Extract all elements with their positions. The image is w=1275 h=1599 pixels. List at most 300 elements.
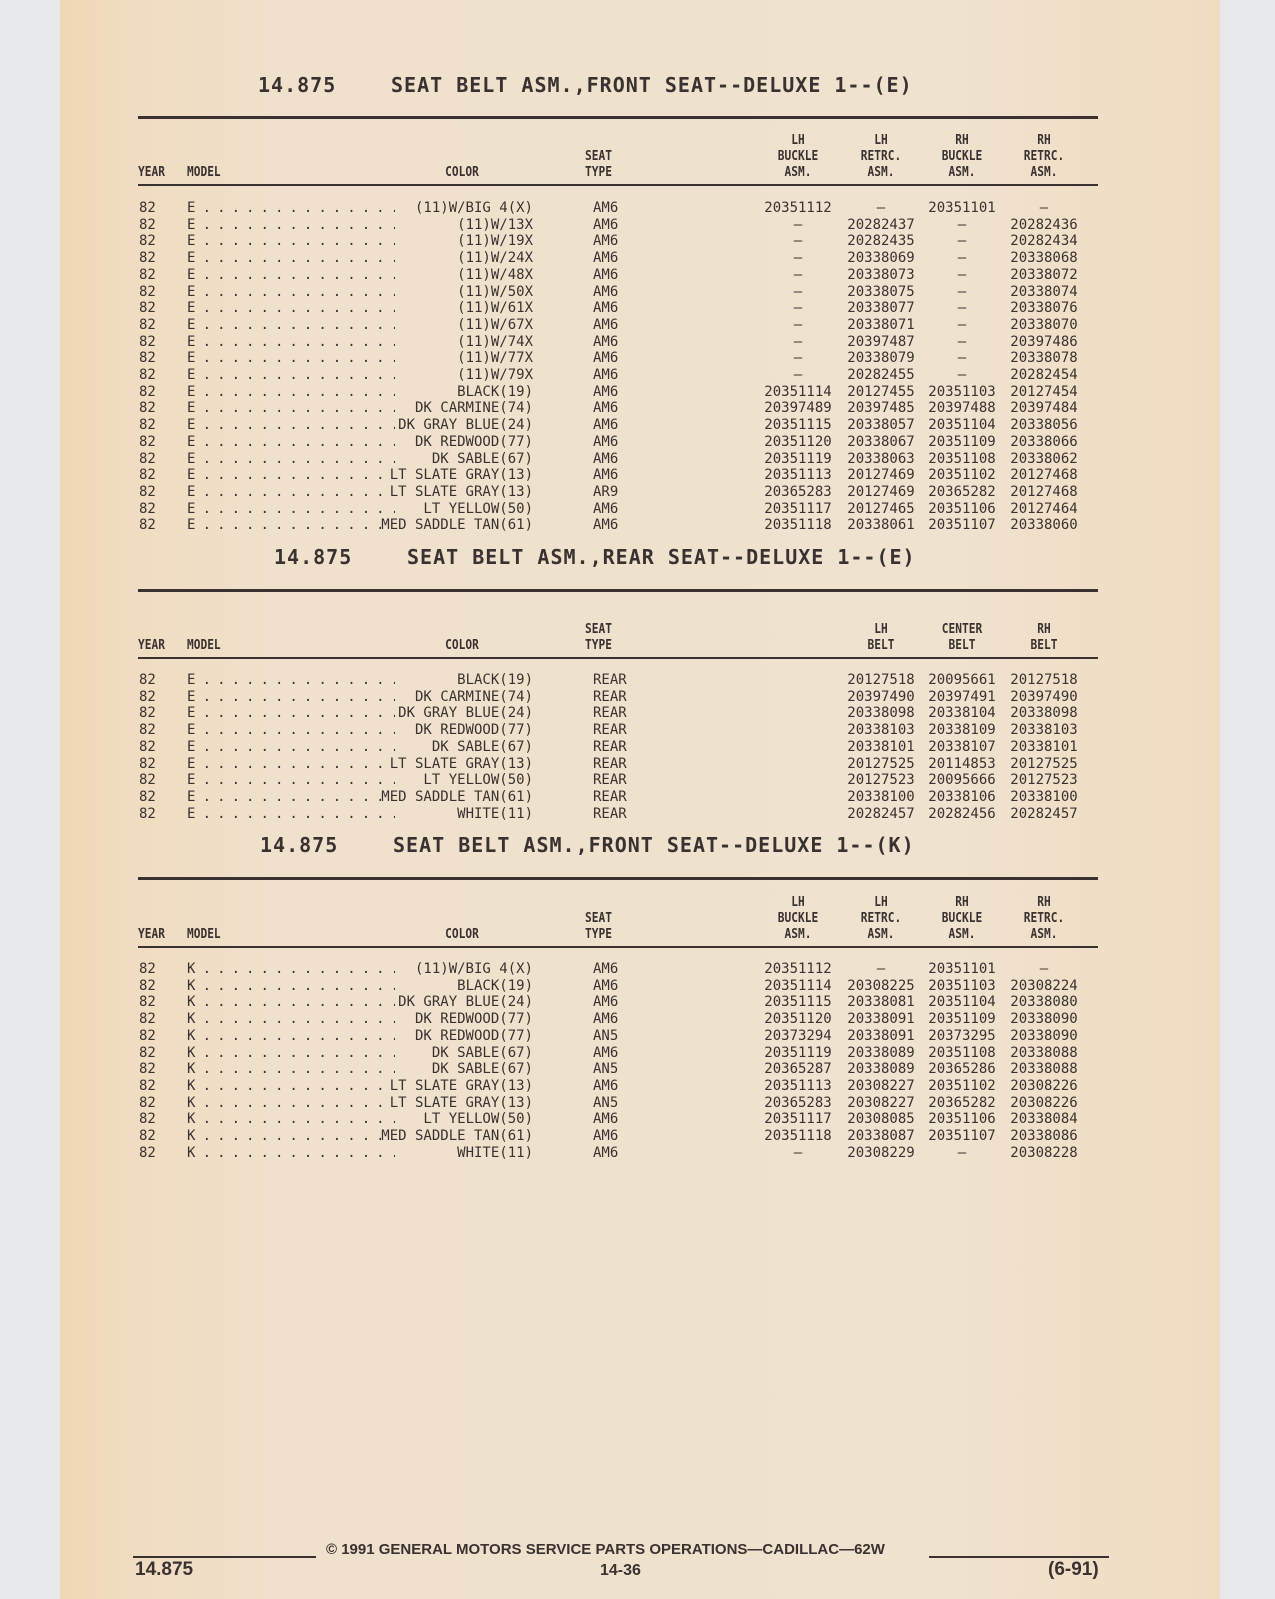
cell-color: DK GRAY BLUE(24): [398, 705, 533, 722]
cell-part-4: 20338062: [1010, 450, 1078, 467]
section-title: SEAT BELT ASM.,REAR SEAT--DELUXE 1--(E): [407, 545, 916, 569]
column-header-year: YEAR: [138, 927, 165, 942]
cell-model-code: E . . .: [187, 367, 395, 383]
cell-part-1: –: [793, 233, 803, 250]
cell-part-1: 20351114: [764, 977, 832, 994]
cell-part-4: 20127454: [1010, 383, 1078, 400]
cell-part-4: 20282454: [1010, 367, 1078, 383]
cell-part-2: 20338069: [847, 250, 915, 267]
cell-part-2: 20338079: [847, 350, 915, 367]
table-row: [0, 467, 1275, 483]
cell-part-4: 20338100: [1010, 788, 1078, 805]
column-header-n1: LH BUCKLE ASM.: [777, 895, 819, 942]
section-title: SEAT BELT ASM.,FRONT SEAT--DELUXE 1--(K): [393, 833, 915, 857]
column-header-n4: RH RETRC. ASM.: [1023, 895, 1065, 942]
cell-part-3: 20351106: [928, 500, 996, 517]
cell-part-3: 20114853: [928, 755, 996, 772]
cell-seat-type: AM6: [593, 467, 619, 484]
cell-color: DK SABLE(67): [431, 1061, 533, 1078]
cell-color: DK REDWOOD(77): [414, 1027, 533, 1044]
table-row: [0, 1028, 1275, 1044]
cell-seat-type: AM6: [593, 994, 619, 1011]
cell-seat-type: AM6: [593, 1011, 619, 1028]
section-top-rule: [138, 877, 1098, 880]
cell-part-3: 20338109: [928, 722, 996, 739]
cell-year: 82: [139, 772, 156, 789]
cell-seat-type: AM6: [593, 200, 619, 216]
cell-part-4: 20338101: [1010, 738, 1078, 755]
cell-seat-type: REAR: [593, 805, 627, 822]
table-row: [0, 739, 1275, 755]
section-heading: [274, 545, 916, 569]
section-number: 14.875: [260, 833, 339, 857]
cell-seat-type: AM6: [593, 517, 619, 534]
cell-part-2: 20308225: [847, 977, 915, 994]
cell-part-3: 20338104: [928, 705, 996, 722]
cell-model-code: E . . .: [187, 284, 395, 300]
header-bottom-rule: [138, 946, 1098, 948]
cell-seat-type: REAR: [593, 755, 627, 772]
cell-part-1: 20397489: [764, 400, 832, 417]
cell-color: LT YELLOW(50): [423, 1111, 533, 1128]
cell-part-1: –: [793, 350, 803, 367]
section-number: 14.875: [274, 545, 353, 569]
cell-year: 82: [139, 300, 156, 317]
cell-part-4: 20397486: [1010, 333, 1078, 350]
cell-part-1: 20351118: [764, 1128, 832, 1144]
cell-model-code: E . . .: [187, 789, 395, 805]
cell-year: 82: [139, 450, 156, 467]
cell-model-code: E . . .: [187, 417, 395, 433]
cell-model-code: K . . .: [187, 1061, 395, 1077]
cell-model-code: K . . .: [187, 994, 395, 1010]
cell-year: 82: [139, 517, 156, 534]
cell-part-1: –: [793, 250, 803, 267]
cell-part-3: –: [957, 283, 967, 300]
footer-page-number: 14-36: [600, 1562, 641, 1579]
cell-model-code: E . . .: [187, 267, 395, 283]
cell-part-1: 20373294: [764, 1027, 832, 1044]
cell-model-code: E . . .: [187, 467, 395, 483]
cell-model-code: E . . .: [187, 772, 395, 788]
cell-color: DK REDWOOD(77): [414, 722, 533, 739]
cell-part-3: 20338106: [928, 788, 996, 805]
cell-part-3: 20365282: [928, 1094, 996, 1111]
cell-part-4: 20338056: [1010, 417, 1078, 434]
cell-part-1: 20351117: [764, 1111, 832, 1128]
cell-color: MED SADDLE TAN(61): [381, 788, 533, 805]
cell-part-4: 20308224: [1010, 977, 1078, 994]
cell-seat-type: REAR: [593, 772, 627, 789]
cell-part-2: 20338101: [847, 738, 915, 755]
cell-part-4: –: [1039, 200, 1049, 216]
cell-part-2: 20397487: [847, 333, 915, 350]
cell-part-2: 20338077: [847, 300, 915, 317]
cell-part-3: –: [957, 216, 967, 233]
cell-part-1: –: [793, 316, 803, 333]
cell-part-3: 20351108: [928, 450, 996, 467]
cell-part-2: 20338098: [847, 705, 915, 722]
cell-model-code: K . . .: [187, 961, 395, 977]
table-row: [0, 1045, 1275, 1061]
cell-year: 82: [139, 433, 156, 450]
cell-model-code: E . . .: [187, 317, 395, 333]
cell-year: 82: [139, 738, 156, 755]
cell-color: MED SADDLE TAN(61): [381, 1128, 533, 1144]
column-header-n2: LH RETRC. ASM.: [860, 133, 902, 180]
cell-year: 82: [139, 1027, 156, 1044]
cell-color: DK CARMINE(74): [414, 688, 533, 705]
cell-part-2: 20308085: [847, 1111, 915, 1128]
cell-seat-type: AM6: [593, 266, 619, 283]
cell-part-3: 20351109: [928, 1011, 996, 1028]
cell-color: LT SLATE GRAY(13): [389, 1094, 533, 1111]
cell-seat-type: AM6: [593, 1144, 619, 1161]
section-number: 14.875: [258, 73, 337, 97]
cell-part-4: 20338088: [1010, 1044, 1078, 1061]
table-row: [0, 317, 1275, 333]
cell-year: 82: [139, 483, 156, 500]
cell-year: 82: [139, 788, 156, 805]
cell-year: 82: [139, 1044, 156, 1061]
cell-year: 82: [139, 417, 156, 434]
cell-model-code: E . . .: [187, 806, 395, 822]
cell-part-2: 20397490: [847, 688, 915, 705]
cell-year: 82: [139, 1094, 156, 1111]
cell-seat-type: AM6: [593, 383, 619, 400]
cell-model-code: K . . .: [187, 1111, 395, 1127]
cell-part-1: 20351117: [764, 500, 832, 517]
cell-part-1: –: [793, 300, 803, 317]
cell-color: (11)W/BIG 4(X): [414, 961, 533, 977]
cell-part-3: 20351109: [928, 433, 996, 450]
cell-part-2: –: [876, 200, 886, 216]
table-row: [0, 517, 1275, 533]
cell-year: 82: [139, 1128, 156, 1144]
cell-model-code: K . . .: [187, 1095, 395, 1111]
cell-color: DK SABLE(67): [431, 1044, 533, 1061]
cell-part-3: 20351103: [928, 383, 996, 400]
cell-part-3: 20338107: [928, 738, 996, 755]
cell-color: LT YELLOW(50): [423, 500, 533, 517]
table-row: [0, 705, 1275, 721]
cell-part-1: 20351120: [764, 1011, 832, 1028]
cell-seat-type: AM6: [593, 350, 619, 367]
cell-color: DK REDWOOD(77): [414, 433, 533, 450]
cell-color: (11)W/48X: [457, 266, 533, 283]
cell-seat-type: AM6: [593, 1044, 619, 1061]
cell-part-3: 20373295: [928, 1027, 996, 1044]
cell-part-2: 20338075: [847, 283, 915, 300]
cell-year: 82: [139, 1011, 156, 1028]
column-header-model: MODEL: [187, 165, 221, 180]
header-bottom-rule: [138, 657, 1098, 659]
cell-part-2: 20338061: [847, 517, 915, 534]
cell-seat-type: REAR: [593, 705, 627, 722]
cell-color: LT SLATE GRAY(13): [389, 755, 533, 772]
cell-part-4: 20338068: [1010, 250, 1078, 267]
cell-color: (11)W/61X: [457, 300, 533, 317]
cell-part-4: 20338074: [1010, 283, 1078, 300]
cell-part-2: 20338057: [847, 417, 915, 434]
table-row: [0, 200, 1275, 216]
header-bottom-rule: [138, 184, 1098, 186]
cell-part-3: –: [957, 250, 967, 267]
table-row: [0, 722, 1275, 738]
cell-part-2: 20308227: [847, 1094, 915, 1111]
column-header-type: SEAT TYPE: [585, 622, 612, 653]
footer-date: (6-91): [1048, 1559, 1099, 1580]
cell-seat-type: REAR: [593, 788, 627, 805]
cell-color: (11)W/67X: [457, 316, 533, 333]
cell-year: 82: [139, 977, 156, 994]
cell-part-3: 20365286: [928, 1061, 996, 1078]
footer-section-number: 14.875: [135, 1559, 194, 1580]
cell-part-2: 20338087: [847, 1128, 915, 1144]
cell-seat-type: AM6: [593, 300, 619, 317]
cell-part-2: 20127469: [847, 483, 915, 500]
cell-part-1: 20351119: [764, 450, 832, 467]
cell-part-4: 20127525: [1010, 755, 1078, 772]
table-row: [0, 400, 1275, 416]
footer-rule-left: [133, 1556, 316, 1558]
cell-model-code: E . . .: [187, 233, 395, 249]
cell-model-code: K . . .: [187, 1011, 395, 1027]
cell-part-4: 20338088: [1010, 1061, 1078, 1078]
cell-part-3: 20095666: [928, 772, 996, 789]
cell-part-3: –: [957, 233, 967, 250]
cell-part-4: 20308226: [1010, 1077, 1078, 1094]
cell-model-code: K . . .: [187, 1128, 395, 1144]
cell-color: (11)W/50X: [457, 283, 533, 300]
cell-part-3: 20397488: [928, 400, 996, 417]
cell-part-2: 20127469: [847, 467, 915, 484]
cell-part-2: 20338100: [847, 788, 915, 805]
cell-part-3: 20351104: [928, 417, 996, 434]
column-header-year: YEAR: [138, 165, 165, 180]
cell-color: WHITE(11): [457, 805, 533, 822]
cell-part-2: 20338073: [847, 266, 915, 283]
cell-model-code: E . . .: [187, 705, 395, 721]
cell-seat-type: AM6: [593, 500, 619, 517]
table-row: [0, 961, 1275, 977]
cell-part-2: 20338067: [847, 433, 915, 450]
cell-model-code: E . . .: [187, 517, 395, 533]
cell-part-1: –: [793, 216, 803, 233]
cell-model-code: E . . .: [187, 434, 395, 450]
cell-year: 82: [139, 467, 156, 484]
cell-part-4: 20282434: [1010, 233, 1078, 250]
table-row: [0, 1111, 1275, 1127]
cell-part-4: 20338090: [1010, 1011, 1078, 1028]
cell-part-4: 20127464: [1010, 500, 1078, 517]
cell-seat-type: AM6: [593, 216, 619, 233]
cell-seat-type: AM6: [593, 450, 619, 467]
cell-seat-type: AM6: [593, 977, 619, 994]
cell-part-3: 20351101: [928, 200, 996, 216]
cell-model-code: E . . .: [187, 384, 395, 400]
cell-part-1: 20351115: [764, 417, 832, 434]
cell-model-code: K . . .: [187, 1078, 395, 1094]
cell-color: (11)W/77X: [457, 350, 533, 367]
cell-part-3: 20351103: [928, 977, 996, 994]
cell-seat-type: AN5: [593, 1094, 619, 1111]
cell-year: 82: [139, 383, 156, 400]
section-title: SEAT BELT ASM.,FRONT SEAT--DELUXE 1--(E): [391, 73, 913, 97]
cell-color: (11)W/74X: [457, 333, 533, 350]
cell-part-4: 20338090: [1010, 1027, 1078, 1044]
cell-model-code: E . . .: [187, 400, 395, 416]
cell-model-code: E . . .: [187, 484, 395, 500]
cell-part-2: 20127525: [847, 755, 915, 772]
cell-color: (11)W/13X: [457, 216, 533, 233]
cell-part-4: 20127468: [1010, 483, 1078, 500]
cell-seat-type: AM6: [593, 433, 619, 450]
cell-part-1: 20351118: [764, 517, 832, 534]
cell-part-2: 20282457: [847, 805, 915, 822]
cell-seat-type: AN5: [593, 1061, 619, 1078]
cell-year: 82: [139, 350, 156, 367]
cell-part-3: 20351102: [928, 1077, 996, 1094]
column-header-color: COLOR: [445, 638, 479, 653]
column-header-n4: RH BELT: [1030, 622, 1058, 653]
cell-part-4: 20397484: [1010, 400, 1078, 417]
table-row: [0, 994, 1275, 1010]
cell-part-2: 20338089: [847, 1061, 915, 1078]
cell-color: DK REDWOOD(77): [414, 1011, 533, 1028]
cell-year: 82: [139, 200, 156, 216]
footer-copyright: © 1991 GENERAL MOTORS SERVICE PARTS OPERATIONS—CADILLAC—62W: [326, 1541, 885, 1558]
table-row: [0, 501, 1275, 517]
cell-part-4: 20127523: [1010, 772, 1078, 789]
cell-part-3: –: [957, 266, 967, 283]
cell-part-2: 20397485: [847, 400, 915, 417]
table-row: [0, 384, 1275, 400]
cell-part-4: 20338066: [1010, 433, 1078, 450]
cell-part-4: 20338086: [1010, 1128, 1078, 1144]
cell-seat-type: AM6: [593, 367, 619, 383]
table-row: [0, 367, 1275, 383]
cell-model-code: E . . .: [187, 350, 395, 366]
section-heading: [258, 73, 913, 97]
cell-part-4: 20127518: [1010, 672, 1078, 688]
cell-color: BLACK(19): [457, 977, 533, 994]
cell-part-3: 20351101: [928, 961, 996, 977]
cell-seat-type: AM6: [593, 250, 619, 267]
cell-model-code: E . . .: [187, 501, 395, 517]
cell-year: 82: [139, 500, 156, 517]
table-row: [0, 250, 1275, 266]
cell-seat-type: AM6: [593, 316, 619, 333]
cell-color: DK GRAY BLUE(24): [398, 994, 533, 1011]
cell-part-3: –: [957, 1144, 967, 1161]
cell-model-code: E . . .: [187, 722, 395, 738]
cell-color: DK SABLE(67): [431, 450, 533, 467]
cell-model-code: K . . .: [187, 1045, 395, 1061]
cell-year: 82: [139, 283, 156, 300]
cell-part-2: 20308227: [847, 1077, 915, 1094]
cell-part-2: 20338089: [847, 1044, 915, 1061]
cell-part-2: 20282435: [847, 233, 915, 250]
cell-model-code: E . . .: [187, 756, 395, 772]
cell-part-4: 20397490: [1010, 688, 1078, 705]
table-row: [0, 978, 1275, 994]
footer-rule-right: [929, 1556, 1109, 1558]
cell-year: 82: [139, 1144, 156, 1161]
cell-part-3: 20351102: [928, 467, 996, 484]
cell-seat-type: AM6: [593, 1077, 619, 1094]
cell-model-code: K . . .: [187, 1028, 395, 1044]
cell-part-3: 20282456: [928, 805, 996, 822]
cell-year: 82: [139, 755, 156, 772]
table-row: [0, 772, 1275, 788]
cell-part-4: 20308226: [1010, 1094, 1078, 1111]
cell-year: 82: [139, 961, 156, 977]
cell-part-2: 20338063: [847, 450, 915, 467]
cell-color: MED SADDLE TAN(61): [381, 517, 533, 534]
cell-part-2: 20338071: [847, 316, 915, 333]
column-header-n3: CENTER BELT: [941, 622, 983, 653]
cell-year: 82: [139, 672, 156, 688]
column-header-year: YEAR: [138, 638, 165, 653]
cell-part-2: 20127518: [847, 672, 915, 688]
table-row: [0, 789, 1275, 805]
cell-part-3: 20351107: [928, 1128, 996, 1144]
cell-part-3: 20351104: [928, 994, 996, 1011]
cell-part-4: 20338084: [1010, 1111, 1078, 1128]
cell-part-4: 20308228: [1010, 1144, 1078, 1161]
cell-year: 82: [139, 367, 156, 383]
cell-seat-type: AM6: [593, 1111, 619, 1128]
table-row: [0, 1078, 1275, 1094]
column-header-n2: LH BELT: [867, 622, 895, 653]
cell-seat-type: AM6: [593, 233, 619, 250]
table-row: [0, 284, 1275, 300]
table-row: [0, 334, 1275, 350]
cell-part-4: 20338076: [1010, 300, 1078, 317]
table-row: [0, 1095, 1275, 1111]
cell-part-3: –: [957, 367, 967, 383]
cell-part-3: –: [957, 350, 967, 367]
cell-seat-type: AN5: [593, 1027, 619, 1044]
cell-seat-type: REAR: [593, 672, 627, 688]
section-top-rule: [138, 116, 1098, 119]
cell-year: 82: [139, 805, 156, 822]
cell-year: 82: [139, 722, 156, 739]
cell-seat-type: REAR: [593, 688, 627, 705]
table-row: [0, 434, 1275, 450]
cell-part-3: –: [957, 316, 967, 333]
cell-seat-type: AR9: [593, 483, 619, 500]
cell-part-1: 20351120: [764, 433, 832, 450]
cell-color: LT SLATE GRAY(13): [389, 483, 533, 500]
table-row: [0, 233, 1275, 249]
cell-color: LT SLATE GRAY(13): [389, 467, 533, 484]
column-header-n3: RH BUCKLE ASM.: [941, 133, 983, 180]
column-header-type: SEAT TYPE: [585, 149, 612, 180]
section-heading: [260, 833, 915, 857]
cell-part-2: 20338091: [847, 1027, 915, 1044]
section-top-rule: [138, 589, 1098, 592]
cell-model-code: E . . .: [187, 334, 395, 350]
cell-part-1: –: [793, 283, 803, 300]
cell-model-code: E . . .: [187, 250, 395, 266]
cell-color: DK GRAY BLUE(24): [398, 417, 533, 434]
cell-color: (11)W/19X: [457, 233, 533, 250]
table-row: [0, 1011, 1275, 1027]
table-row: [0, 806, 1275, 822]
cell-year: 82: [139, 1077, 156, 1094]
